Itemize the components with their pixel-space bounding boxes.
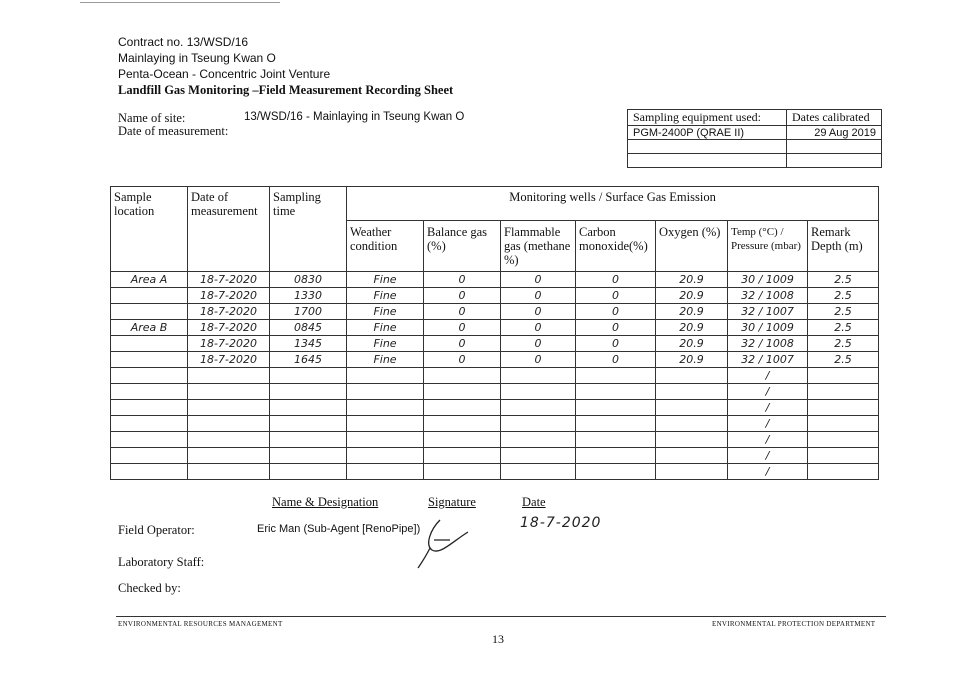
cell-location (111, 464, 188, 480)
header-remark-depth: Remark Depth (m) (808, 221, 879, 272)
cell-weather: Fine (347, 336, 424, 352)
cell-flammable: 0 (501, 288, 576, 304)
cell-remark: 2.5 (808, 320, 879, 336)
cell-remark: 2.5 (808, 304, 879, 320)
contract-number: Contract no. 13/WSD/16 (118, 35, 249, 49)
laboratory-staff-label: Laboratory Staff: (118, 555, 205, 569)
cell-weather (347, 432, 424, 448)
cell-co: 0 (576, 288, 656, 304)
equipment-name (628, 140, 787, 154)
table-row (111, 304, 879, 320)
header-date-of-measurement: Date of measurement (188, 187, 270, 272)
cell-weather (347, 384, 424, 400)
cell-flammable: 0 (501, 320, 576, 336)
cell-balance: 0 (424, 320, 501, 336)
cell-location (111, 352, 188, 368)
header-balance-gas: Balance gas (%) (424, 221, 501, 272)
equipment-row (628, 154, 882, 168)
cell-co (576, 432, 656, 448)
cell-location (111, 400, 188, 416)
cell-oxygen (656, 448, 728, 464)
cell-weather (347, 448, 424, 464)
cell-date: 18-7-2020 (188, 352, 270, 368)
equipment-name (628, 154, 787, 168)
cell-location (111, 432, 188, 448)
calibrated-col-header: Dates calibrated (787, 110, 882, 126)
cell-weather (347, 368, 424, 384)
table-row (111, 352, 879, 368)
cell-co (576, 384, 656, 400)
cell-flammable: 0 (501, 304, 576, 320)
cell-remark: 2.5 (808, 336, 879, 352)
table-body (111, 272, 879, 480)
date-label: Date (522, 495, 546, 509)
cell-balance (424, 448, 501, 464)
cell-temp-pressure: 30 / 1009 (728, 320, 808, 336)
table-row (111, 384, 879, 400)
cell-date: 18-7-2020 (188, 320, 270, 336)
table-row (111, 272, 879, 288)
table-row (111, 400, 879, 416)
cell-oxygen (656, 432, 728, 448)
cell-oxygen (656, 368, 728, 384)
cell-location: Area A (111, 272, 188, 288)
calibration-date (787, 140, 882, 154)
cell-time: 0830 (270, 272, 347, 288)
header-weather: Weather condition (347, 221, 424, 272)
cell-co (576, 448, 656, 464)
cell-time (270, 384, 347, 400)
cell-temp-pressure: 32 / 1008 (728, 288, 808, 304)
cell-weather: Fine (347, 352, 424, 368)
header-carbon-monoxide: Carbon monoxide(%) (576, 221, 656, 272)
cell-weather (347, 464, 424, 480)
cell-location (111, 304, 188, 320)
cell-oxygen: 20.9 (656, 352, 728, 368)
cell-oxygen (656, 416, 728, 432)
cell-oxygen: 20.9 (656, 288, 728, 304)
page-number: 13 (492, 632, 504, 646)
cell-flammable: 0 (501, 336, 576, 352)
cell-temp-pressure: / (728, 384, 808, 400)
cell-remark (808, 432, 879, 448)
cell-balance: 0 (424, 288, 501, 304)
cell-date: 18-7-2020 (188, 336, 270, 352)
footer-left: ENVIRONMENTAL RESOURCES MANAGEMENT (118, 620, 283, 628)
table-row (111, 464, 879, 480)
cell-remark (808, 448, 879, 464)
cell-co (576, 416, 656, 432)
cell-flammable: 0 (501, 352, 576, 368)
cell-time (270, 416, 347, 432)
header-monitoring-group: Monitoring wells / Surface Gas Emission (347, 187, 879, 221)
cell-co: 0 (576, 320, 656, 336)
cell-weather: Fine (347, 288, 424, 304)
cell-flammable (501, 384, 576, 400)
equipment-name: PGM-2400P (QRAE II) (628, 126, 787, 140)
cell-date (188, 464, 270, 480)
cell-remark: 2.5 (808, 352, 879, 368)
cell-weather (347, 400, 424, 416)
equipment-table (627, 109, 882, 168)
cell-balance: 0 (424, 336, 501, 352)
cell-date: 18-7-2020 (188, 288, 270, 304)
cell-time: 1345 (270, 336, 347, 352)
site-name-label: Name of site: (118, 111, 186, 125)
handwritten-signature (410, 510, 480, 570)
cell-flammable (501, 416, 576, 432)
cell-date: 18-7-2020 (188, 304, 270, 320)
cell-date (188, 432, 270, 448)
cell-time: 1700 (270, 304, 347, 320)
cell-flammable (501, 368, 576, 384)
cell-weather (347, 416, 424, 432)
cell-co (576, 368, 656, 384)
cell-oxygen: 20.9 (656, 336, 728, 352)
cell-location (111, 368, 188, 384)
cell-time: 1330 (270, 288, 347, 304)
cell-temp-pressure: / (728, 368, 808, 384)
name-designation-label: Name & Designation (272, 495, 379, 509)
cell-balance (424, 400, 501, 416)
table-row (111, 320, 879, 336)
cell-location (111, 336, 188, 352)
equipment-header-row (628, 110, 882, 126)
header-flammable-gas: Flammable gas (methane %) (501, 221, 576, 272)
checked-by-label: Checked by: (118, 581, 181, 595)
cell-location (111, 384, 188, 400)
cell-time (270, 432, 347, 448)
cell-temp-pressure: / (728, 400, 808, 416)
cell-oxygen (656, 400, 728, 416)
cell-date (188, 400, 270, 416)
footer-right: ENVIRONMENTAL PROTECTION DEPARTMENT (712, 620, 876, 628)
top-rule (80, 2, 280, 3)
cell-co (576, 464, 656, 480)
cell-balance: 0 (424, 272, 501, 288)
cell-location (111, 448, 188, 464)
calibration-date: 29 Aug 2019 (787, 126, 882, 140)
cell-co (576, 400, 656, 416)
cell-co: 0 (576, 352, 656, 368)
cell-remark (808, 464, 879, 480)
cell-remark (808, 400, 879, 416)
cell-oxygen: 20.9 (656, 272, 728, 288)
calibration-date (787, 154, 882, 168)
measurement-date-label: Date of measurement: (118, 124, 229, 138)
cell-co: 0 (576, 272, 656, 288)
equipment-row (628, 126, 882, 140)
cell-location (111, 416, 188, 432)
cell-temp-pressure: 30 / 1009 (728, 272, 808, 288)
cell-remark: 2.5 (808, 288, 879, 304)
cell-location (111, 288, 188, 304)
cell-weather: Fine (347, 320, 424, 336)
document-header (118, 34, 453, 98)
header-temp-pressure: Temp (°C) / Pressure (mbar) (728, 221, 808, 272)
cell-location: Area B (111, 320, 188, 336)
table-row (111, 416, 879, 432)
field-operator-label: Field Operator: (118, 523, 195, 537)
contractor-name: Penta-Ocean - Concentric Joint Venture (118, 67, 331, 81)
table-row (111, 288, 879, 304)
cell-balance (424, 384, 501, 400)
cell-flammable (501, 400, 576, 416)
cell-co: 0 (576, 336, 656, 352)
table-row (111, 448, 879, 464)
equipment-col-header: Sampling equipment used: (628, 110, 787, 126)
site-name-value: 13/WSD/16 - Mainlaying in Tseung Kwan O (244, 111, 465, 123)
cell-time (270, 448, 347, 464)
table-row (111, 368, 879, 384)
cell-remark (808, 384, 879, 400)
cell-flammable (501, 448, 576, 464)
cell-time: 0845 (270, 320, 347, 336)
cell-date (188, 384, 270, 400)
field-operator-date: 18-7-2020 (520, 515, 602, 531)
cell-temp-pressure: / (728, 416, 808, 432)
cell-remark: 2.5 (808, 272, 879, 288)
cell-co: 0 (576, 304, 656, 320)
table-header-row (111, 187, 879, 221)
cell-weather: Fine (347, 304, 424, 320)
cell-date: 18-7-2020 (188, 272, 270, 288)
footer-rule (116, 616, 886, 617)
header-sampling-time: Sampling time (270, 187, 347, 272)
cell-oxygen (656, 384, 728, 400)
cell-balance (424, 416, 501, 432)
cell-balance: 0 (424, 352, 501, 368)
cell-oxygen (656, 464, 728, 480)
field-operator-name: Eric Man (Sub-Agent [RenoPipe]) (257, 523, 421, 535)
cell-remark (808, 416, 879, 432)
cell-flammable: 0 (501, 272, 576, 288)
table-row (111, 336, 879, 352)
cell-temp-pressure: / (728, 448, 808, 464)
cell-date (188, 368, 270, 384)
sheet-title: Landfill Gas Monitoring –Field Measurement Recording Sheet (118, 83, 454, 97)
cell-temp-pressure: 32 / 1008 (728, 336, 808, 352)
cell-temp-pressure: / (728, 432, 808, 448)
table-row (111, 432, 879, 448)
cell-time (270, 368, 347, 384)
cell-balance (424, 432, 501, 448)
header-sample-location: Sample location (111, 187, 188, 272)
cell-balance (424, 464, 501, 480)
cell-date (188, 416, 270, 432)
signature-label: Signature (428, 495, 476, 509)
equipment-row (628, 140, 882, 154)
cell-temp-pressure: 32 / 1007 (728, 352, 808, 368)
cell-time (270, 400, 347, 416)
measurement-table (110, 186, 879, 480)
cell-time (270, 464, 347, 480)
cell-balance (424, 368, 501, 384)
cell-temp-pressure: 32 / 1007 (728, 304, 808, 320)
cell-oxygen: 20.9 (656, 304, 728, 320)
cell-flammable (501, 464, 576, 480)
cell-oxygen: 20.9 (656, 320, 728, 336)
cell-balance: 0 (424, 304, 501, 320)
project-name: Mainlaying in Tseung Kwan O (118, 51, 276, 65)
cell-weather: Fine (347, 272, 424, 288)
cell-temp-pressure: / (728, 464, 808, 480)
cell-remark (808, 368, 879, 384)
header-oxygen: Oxygen (%) (656, 221, 728, 272)
cell-flammable (501, 432, 576, 448)
cell-date (188, 448, 270, 464)
cell-time: 1645 (270, 352, 347, 368)
